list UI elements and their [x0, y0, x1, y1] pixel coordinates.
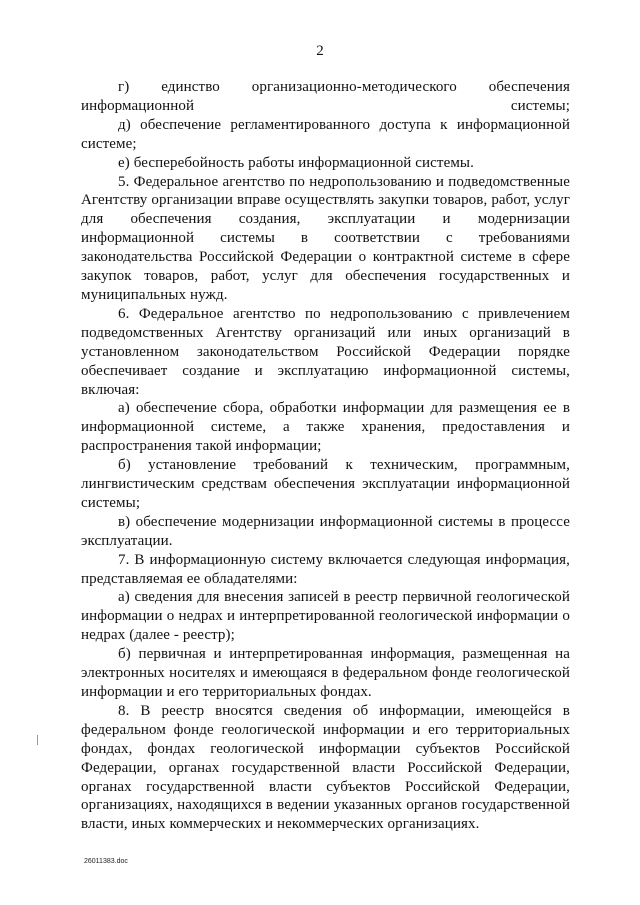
paragraph-clause-8: 8. В реестр вносятся сведения об информации, имеющейся в федеральном фонде геологической информации и его территориальных фондах, фондах геологической информации субъектов Российской Федерации, органах государственной власти Российской Федерации, органах государственной власти субъектов Российской Федерации, организациях, находящихся в ведении указанных органов государственной власти, иных коммерческих и некоммерческих организациях. [81, 702, 570, 833]
paragraph-item-d: д) обеспечение регламентированного доступа к информационной системе; [81, 116, 570, 152]
paragraph-clause-6-v: в) обеспечение модернизации информационной системы в процессе эксплуатации. [81, 513, 570, 549]
paragraph-clause-6-b: б) установление требований к техническим, программным, лингвистическим средствам обеспечения эксплуатации информационной системы; [81, 457, 570, 511]
paragraph-item-e: е) бесперебойность работы информационной системы. [118, 154, 474, 171]
paragraph-clause-7: 7. В информационную систему включается следующая информация, представляемая ее обладателями: [81, 551, 570, 587]
page-number: 2 [316, 43, 324, 59]
paragraph-clause-6: 6. Федеральное агентство по недропользованию с привлечением подведомственных Агентству организаций или иных организаций в установленном законодательством Российской Федерации порядке обеспечивает создание и эксплуатацию информационной системы, включая: [81, 305, 570, 398]
paragraph-clause-5: 5. Федеральное агентство по недропользованию и подведомственные Агентству организации вправе осуществлять закупки товаров, работ, услуг для обеспечения создания, эксплуатации и модернизации информационной системы в соответствии с требованиями законодательства Российской Федерации о контрактной системе в сфере закупок товаров, работ, услуг для обеспечения государственных и муниципальных нужд. [81, 173, 570, 303]
paragraph-item-g: г) единство организационно-методического обеспечения информационной системы; [81, 79, 570, 114]
paragraph-clause-7-b: б) первичная и интерпретированная информация, размещенная на электронных носителях и имеющаяся в федеральном фонде геологической информации и его территориальных фондах. [81, 646, 570, 700]
paragraph-clause-6-a: а) обеспечение сбора, обработки информации для размещения ее в информационной системе, а также хранения, предоставления и распространения такой информации; [81, 400, 570, 455]
footer-filename: 26011383.doc [84, 858, 128, 865]
paragraph-clause-7-a: а) сведения для внесения записей в реестр первичной геологической информации о недрах и интерпретированной геологической информации о недрах (далее - реестр); [81, 589, 570, 644]
margin-mark [37, 735, 38, 745]
document-body [81, 78, 570, 834]
